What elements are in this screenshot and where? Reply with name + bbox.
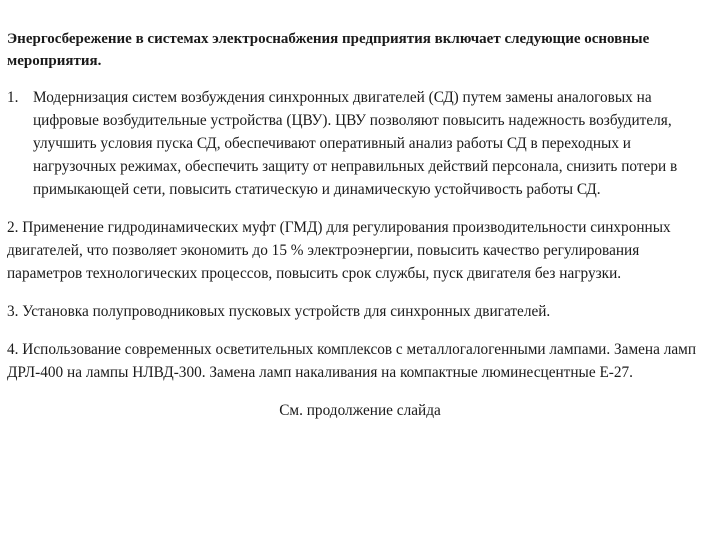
continuation-note: См. продолжение слайда <box>279 402 441 419</box>
list-item-4: 4. Использование современных осветительных комплексов с металлогалогенными лампами. Замена ламп ДРЛ-400 на лампы НЛВД-300. Замена ламп накаливания на компактные люминесцентные Е-27. <box>7 341 697 381</box>
list-item-1-number: 1. <box>7 89 19 106</box>
list-item-2: 2. Применение гидродинамических муфт (ГМД) для регулирования производительности синхронных двигателей, что позволяет экономить до 15 % электроэнергии, повысить качество регулирования параметров технологических процессов, повысить срок службы, пуск двигателя без нагрузки. <box>7 219 671 282</box>
list-item-1 <box>7 86 713 201</box>
slide-heading: Энергосбережение в системах электроснабжения предприятия включает следующие основные мероприятия. <box>7 31 650 69</box>
list-item-3: 3. Установка полупроводниковых пусковых устройств для синхронных двигателей. <box>7 303 551 320</box>
list-item-1-text: Модернизация систем возбуждения синхронных двигателей (СД) путем замены аналоговых на цифровые возбудительные устройства (ЦВУ). ЦВУ позволяют повысить надежность возбудителя, улучшить условия пуска СД, обеспечивают оперативный анализ работы СД в переходных и нагрузочных режимах, обеспечить защиту от неправильных действий персонала, снизить потери в примыкающей сети, повысить статическую и динамическую устойчивость работы СД. <box>33 89 678 198</box>
slide-content <box>7 28 713 422</box>
